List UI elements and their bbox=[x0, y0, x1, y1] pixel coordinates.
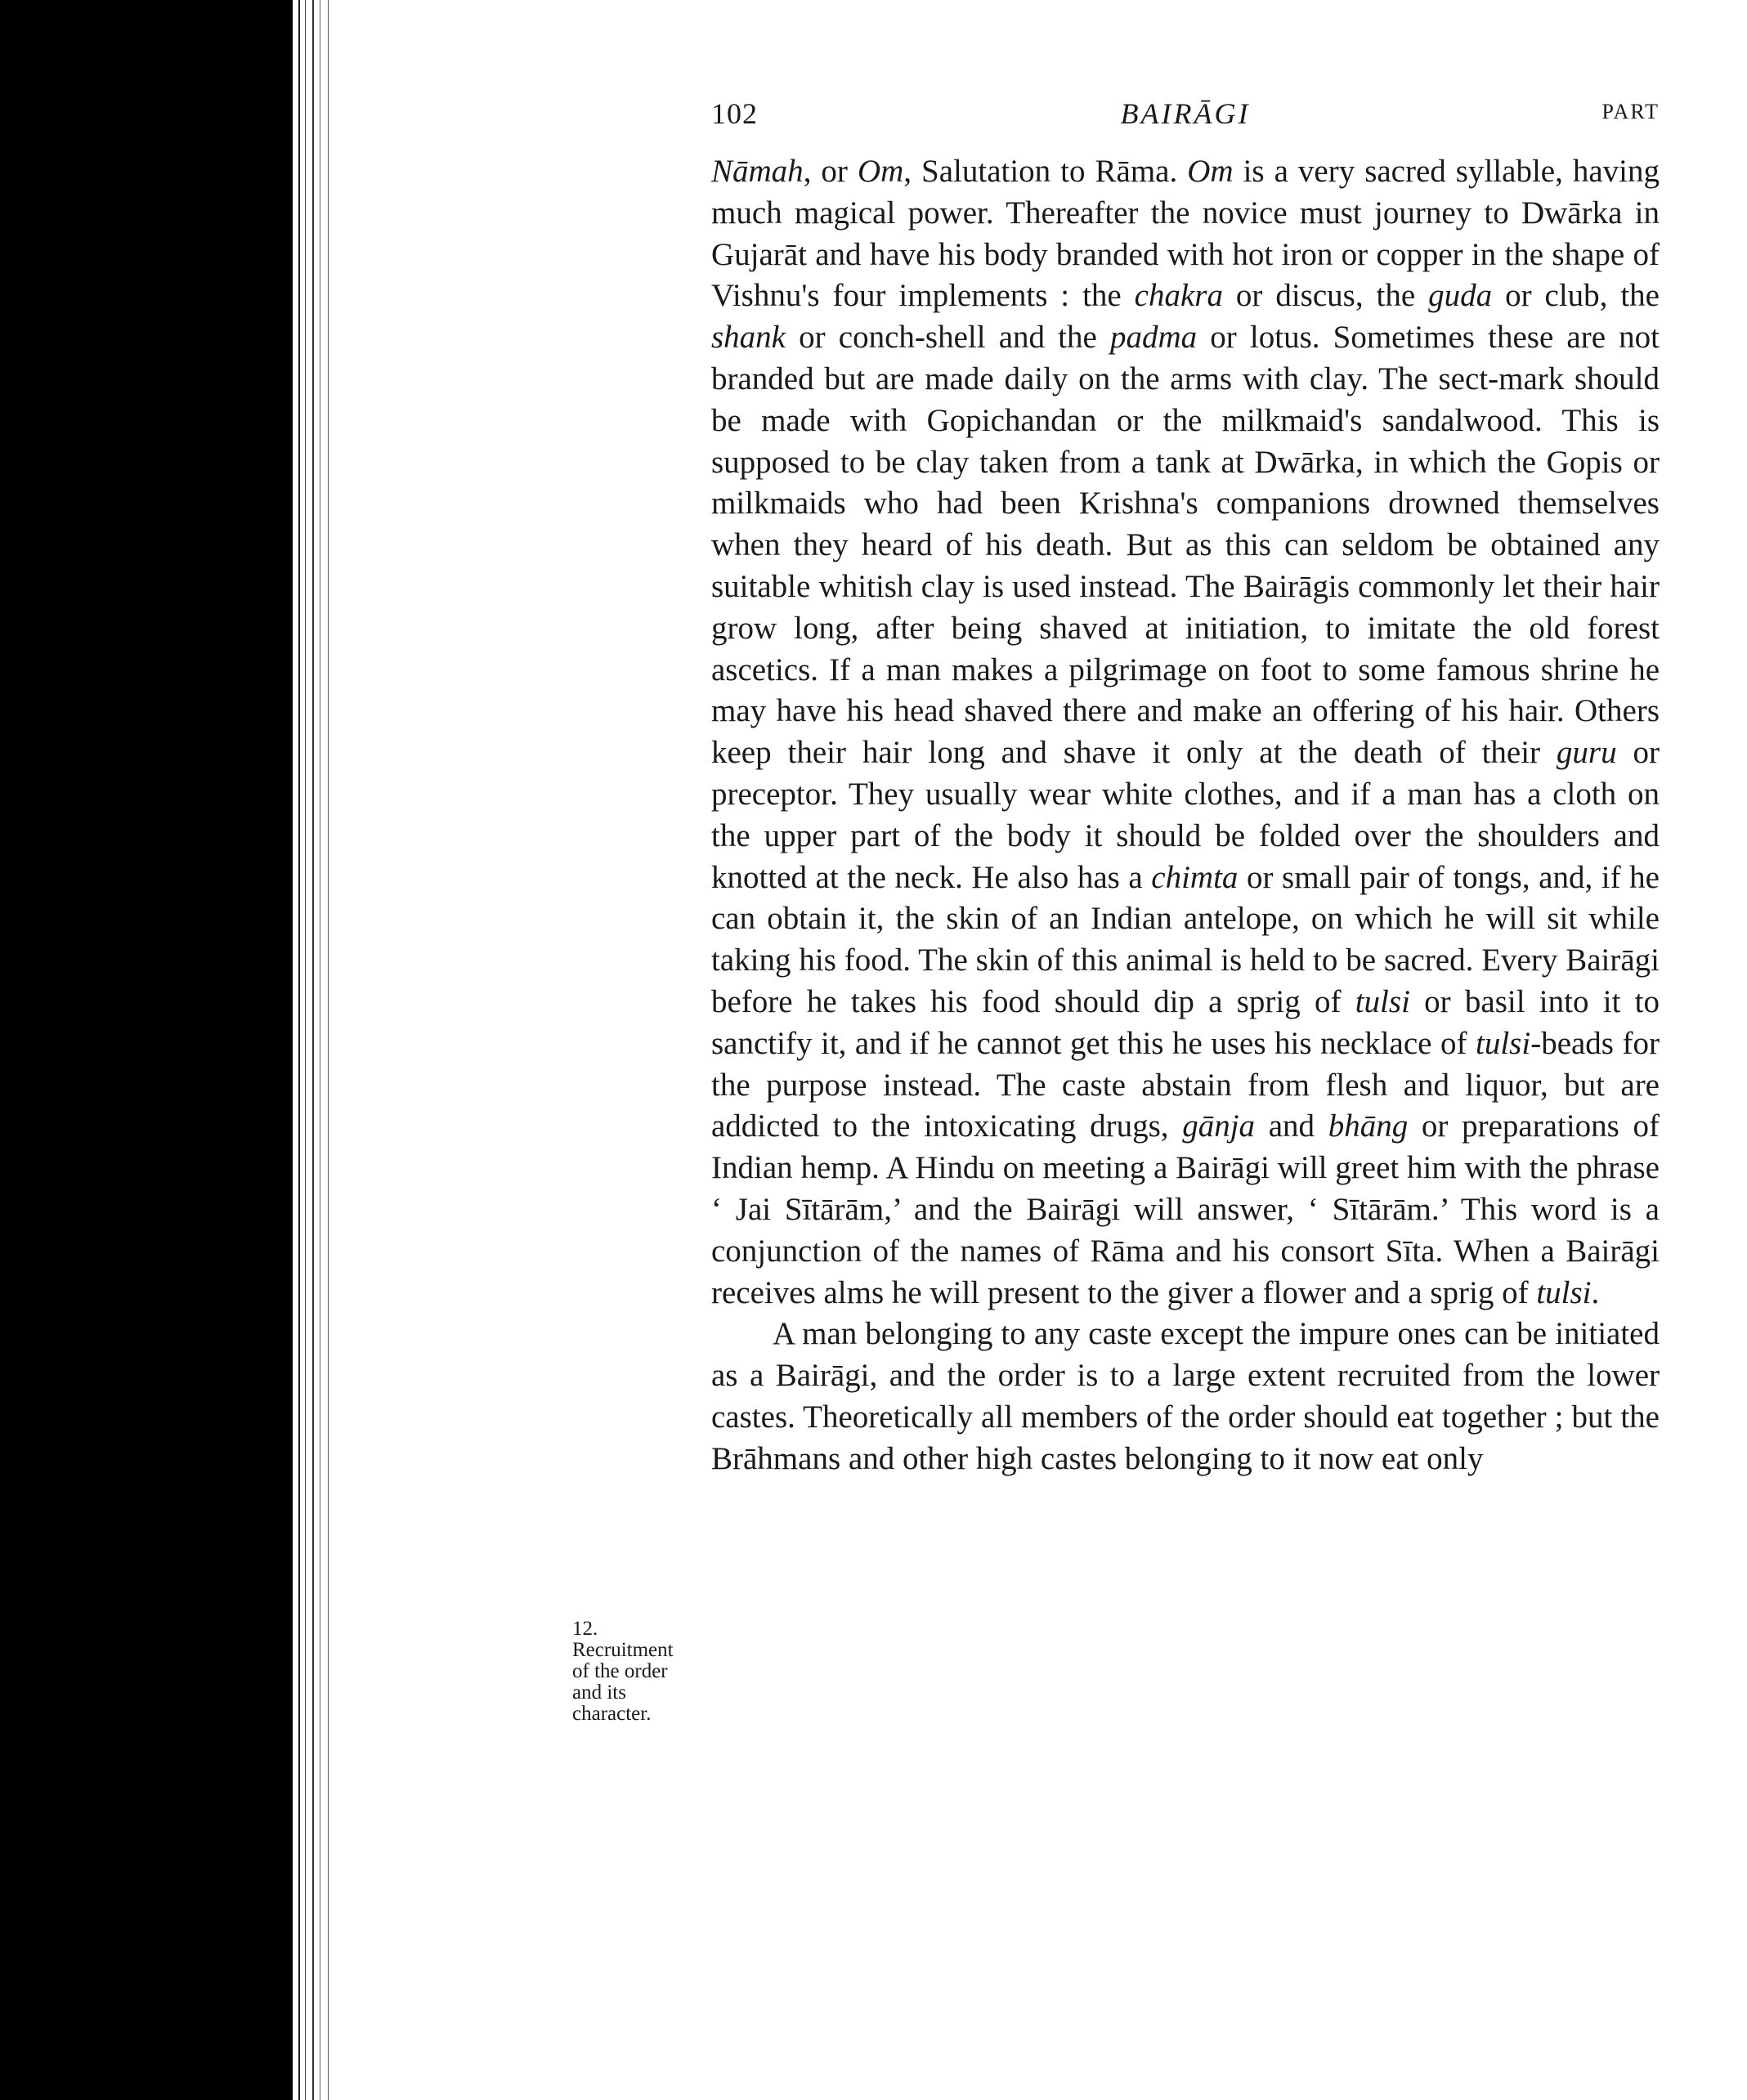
italic-term: guda bbox=[1428, 278, 1493, 314]
paragraph-1 bbox=[711, 151, 1660, 1314]
italic-term: chimta bbox=[1151, 859, 1239, 895]
italic-term: gānja bbox=[1182, 1108, 1256, 1144]
italic-term: padma bbox=[1109, 320, 1198, 356]
italic-term: tulsi bbox=[1355, 983, 1410, 1019]
paragraph-2: A man belonging to any caste except the impure ones can be initiated as a Bairāgi, and the order is to a large extent recruited from the lower castes. Theoretically all members of the order should eat together ; but the Brāhmans and other high castes belonging to it now eat only bbox=[711, 1316, 1660, 1476]
text-run: or club, the bbox=[1492, 278, 1660, 314]
text-run: and bbox=[1255, 1108, 1328, 1144]
italic-term: Om bbox=[857, 154, 904, 189]
italic-term: Nāmah bbox=[711, 154, 804, 189]
body-text bbox=[711, 151, 1660, 1480]
margin-sidenote: 12. Recruitment of the order and its character. bbox=[572, 1618, 674, 1725]
page-header bbox=[711, 96, 1660, 137]
text-run: or preceptor. They usually wear white clothes, and if a man has a cloth on the upper part of the body it should be folded over the shoulders and knotted at the neck. He also has a bbox=[711, 735, 1660, 895]
page-edge-lines bbox=[290, 0, 339, 2100]
text-run: -beads for the purpose instead. The caste abstain from flesh and liquor, but are addicted to the intoxicating drugs, bbox=[711, 1025, 1660, 1144]
text-run: or basil into it to sanctify it, and if he cannot get this he uses his necklace of bbox=[711, 983, 1660, 1061]
text-run: . bbox=[1591, 1274, 1600, 1310]
part-label: PART bbox=[1601, 100, 1660, 123]
book-spine-shadow bbox=[0, 0, 290, 2100]
italic-term: tulsi bbox=[1536, 1274, 1592, 1310]
text-run: or discus, the bbox=[1222, 278, 1429, 314]
text-run: , or bbox=[803, 154, 858, 189]
text-run: is a very sacred syllable, having much magical power. Thereafter the novice must journey to Dwārka in Gujarāt and have his body branded with hot iron or copper in the shape of Vishnu's four implements : the bbox=[711, 154, 1660, 314]
italic-term: Om bbox=[1187, 154, 1234, 189]
text-run: , Salutation to Rāma. bbox=[903, 154, 1188, 189]
italic-term: bhāng bbox=[1328, 1108, 1409, 1144]
italic-term: tulsi bbox=[1476, 1025, 1531, 1061]
italic-term: guru bbox=[1556, 735, 1617, 771]
text-run: or small pair of tongs, and, if he can obtain it, the skin of an Indian antelope, on which he will sit while taking his food. The skin of this animal is held to be sacred. Every Bairāgi before he takes his food should dip a sprig of bbox=[711, 859, 1660, 1019]
text-run: or lotus. Sometimes these are not branded but are made daily on the arms with clay. The sect-mark should be made with Gopichandan or the milkmaid's sandalwood. This is supposed to be clay taken from a tank at Dwārka, in which the Gopis or milkmaids who had been Krishna's companions drowned themselves when they heard of his death. But as this can seldom be obtained any suitable whitish clay is used instead. The Bairāgis commonly let their hair grow long, after being shaved at initiation, to imitate the old forest ascetics. If a man makes a pilgrimage on foot to some famous shrine he may have his head shaved there and make an offering of his hair. Others keep their hair long and shave it only at the death of their bbox=[711, 320, 1660, 771]
italic-term: shank bbox=[711, 320, 786, 356]
italic-term: chakra bbox=[1134, 278, 1223, 314]
page-number: 102 bbox=[711, 97, 758, 130]
running-title: BAIRĀGI bbox=[1120, 97, 1251, 130]
text-run: or conch-shell and the bbox=[786, 320, 1110, 356]
text-run: or preparations of Indian hemp. A Hindu on meeting a Bairāgi will greet him with the phrase ‘ Jai Sītārām,’ and the Bairāgi will answer, ‘ Sītārām.’ This word is a conjunction of the names of Rāma and his consort Sīta. When a Bairāgi receives alms he will present to the giver a flower and a sprig of bbox=[711, 1108, 1660, 1310]
